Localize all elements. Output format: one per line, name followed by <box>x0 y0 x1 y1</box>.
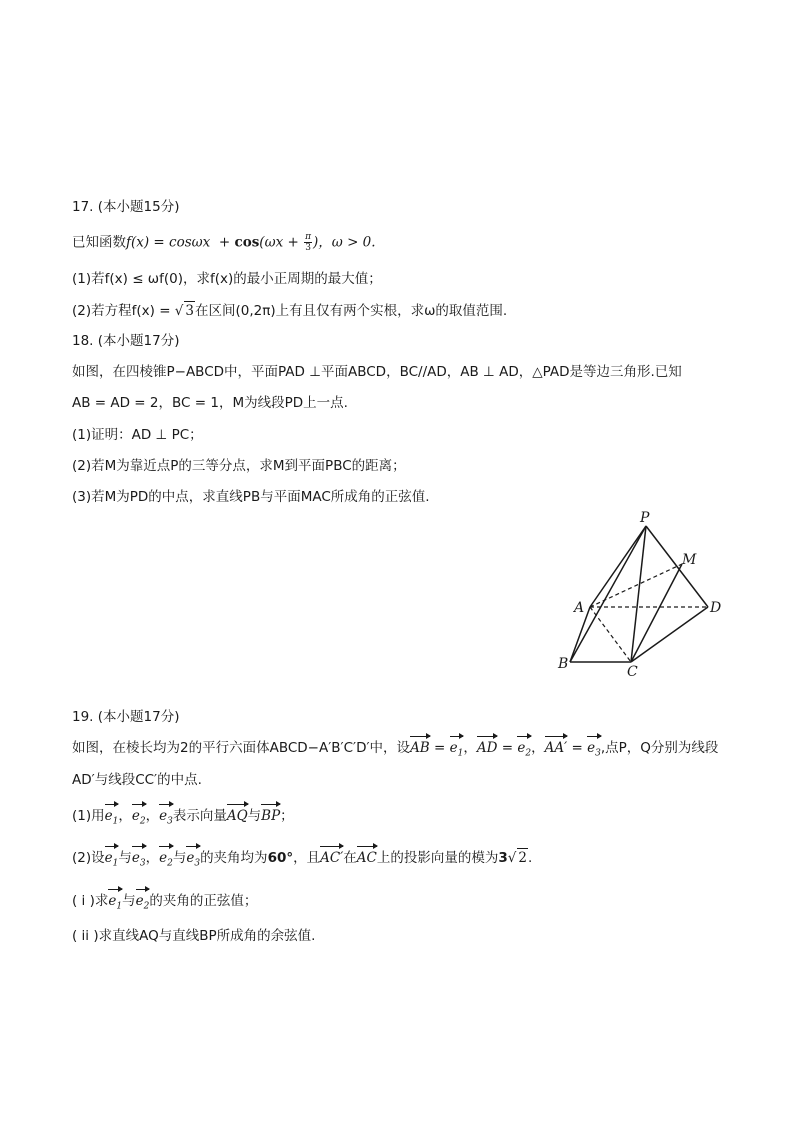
q18-part3: (3)若M为PD的中点，求直线PB与平面MAC所成角的正弦值. <box>72 489 430 505</box>
edge-PB <box>570 526 646 662</box>
pyramid-figure <box>554 508 734 680</box>
edge-CD <box>631 607 708 662</box>
q17-stem: 已知函数f(x) = cosωx + cos(ωx + $\frac{\pi}{3}$ )，ω > 0. <box>72 232 376 253</box>
label-A: A <box>574 600 585 616</box>
edge-PA <box>590 526 646 607</box>
q17-header: 17. (本小题15分) <box>72 199 180 215</box>
q19-stem-line1: 如图，在棱长均为2的平行六面体ABCD−A′B′C′D′中，设AB = $e_1$，AD = $e_2$，$AA' = e_3$,点P，Q分别为线段 <box>72 739 718 763</box>
label-P: P <box>640 510 650 526</box>
q19-part2: (2)设$e_1$与$e_3$，$e_2$与$e_3$的夹角均为60°，且AC′在AC上的投影向量的模为3√ 2. <box>72 848 532 873</box>
q19-header: 19. (本小题17分) <box>72 709 180 725</box>
q18-stem-line1: 如图，在四棱锥P−ABCD中，平面PAD ⊥平面ABCD，BC//AD，AB ⊥ AD，△PAD是等边三角形.已知 <box>72 364 682 380</box>
q19-part1: (1)用$e_1$，$e_2$，$e_3$表示向量AQ与BP； <box>72 807 294 831</box>
edge-PD <box>646 526 708 607</box>
q18-part1: (1)证明：AD ⊥ PC； <box>72 427 203 443</box>
q17-part1: (1)若f(x) ≤ ωf(0)，求f(x)的最小正周期的最大值； <box>72 271 382 287</box>
q18-header: 18. (本小题17分) <box>72 333 180 349</box>
pi-over-3-fraction: $\frac{\pi}{3}$ <box>305 232 312 253</box>
q18-part2: (2)若M为靠近点P的三等分点，求M到平面PBC的距离； <box>72 458 406 474</box>
q19-part2-ii: ( ii )求直线AQ与直线BP所成角的余弦值. <box>72 928 316 944</box>
edge-PC <box>631 526 646 662</box>
dashed-AM <box>590 564 682 607</box>
label-D: D <box>710 600 722 616</box>
label-C: C <box>627 664 638 680</box>
dashed-AC <box>590 607 631 662</box>
q18-stem-line2: AB = AD = 2，BC = 1，M为线段PD上一点. <box>72 395 348 411</box>
segment-CM <box>631 564 682 662</box>
q17-part2: (2)若方程f(x) = √ 3在区间(0,2π)上有且仅有两个实根，求ω的取值范围. <box>72 303 508 319</box>
label-B: B <box>558 656 569 672</box>
label-M: M <box>682 552 697 568</box>
q19-stem-line2: AD′与线段CC′的中点. <box>72 772 202 788</box>
q19-part2-i: ( i )求$e_1$与$e_2$的夹角的正弦值； <box>72 892 257 916</box>
